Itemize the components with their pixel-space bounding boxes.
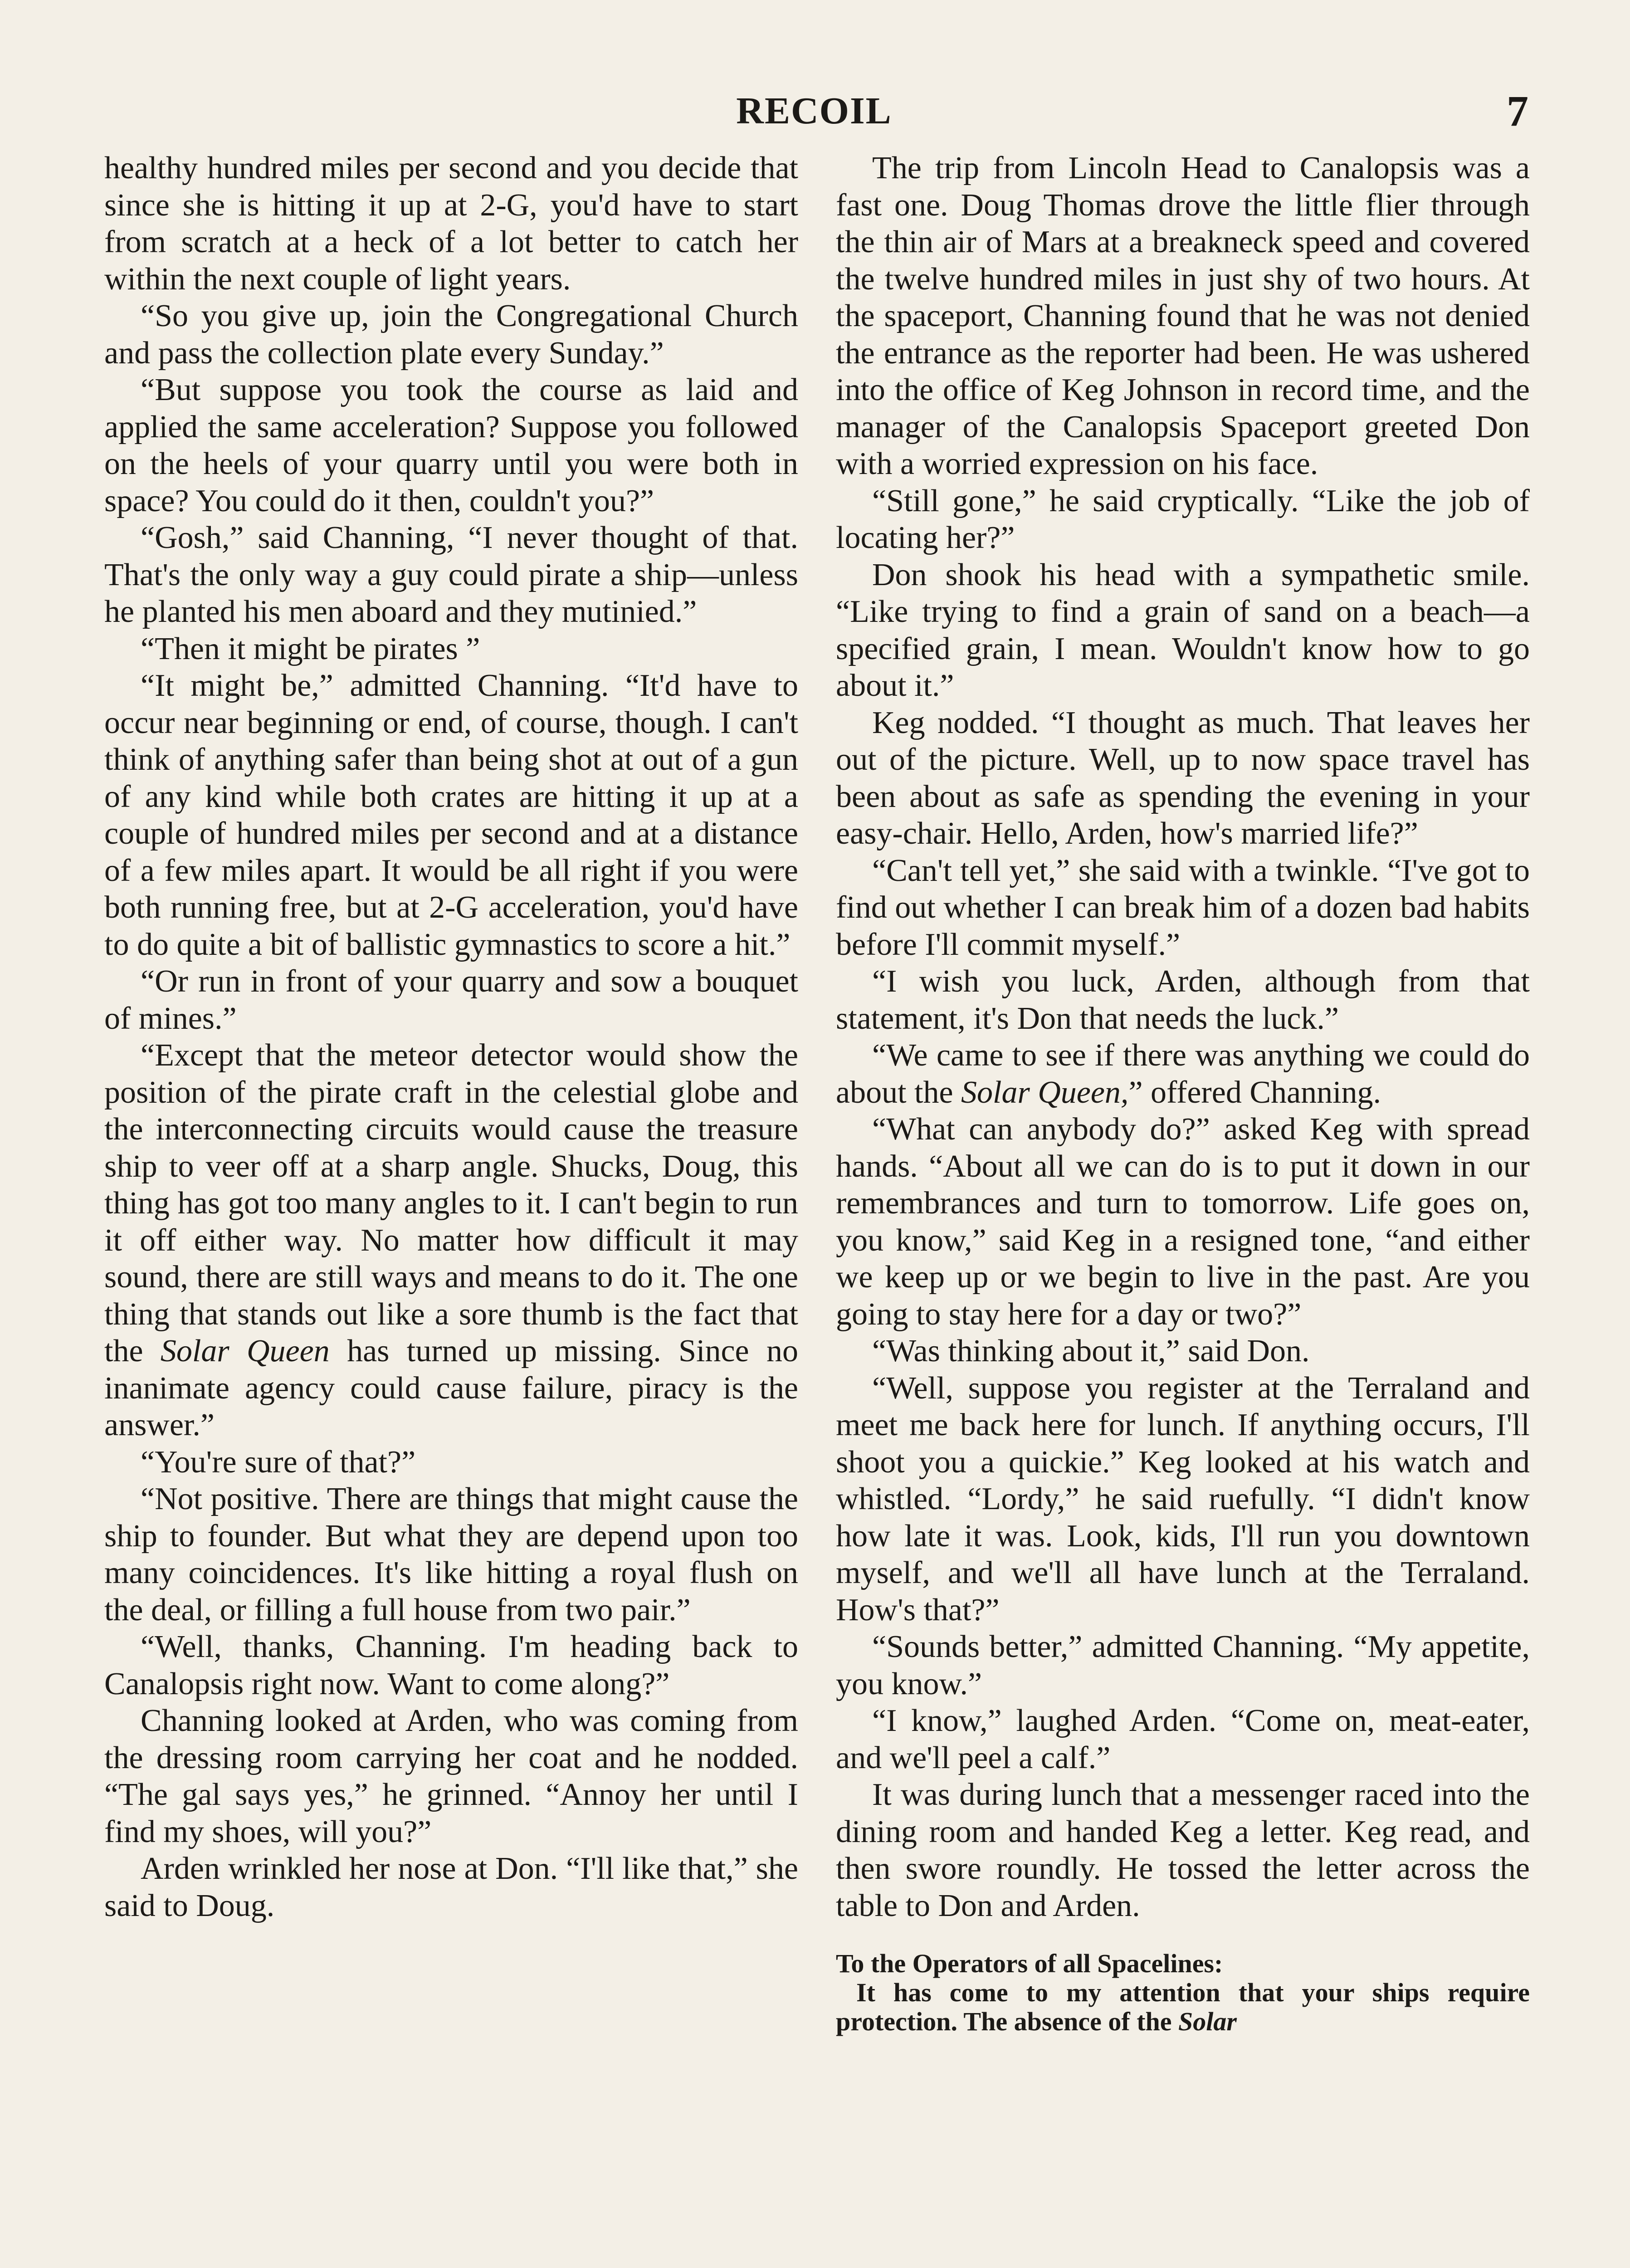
paragraph: “Sounds better,” admitted Channing. “My appetite, you know.” [836,1629,1530,1701]
page-header [100,84,1528,138]
paragraph: It was during lunch that a messenger raced into the dining room and handed Keg a letter. Keg read, and then swore roundly. He tossed the letter across the table to Don and Arden. [836,1777,1530,1923]
paragraph: “What can anybody do?” asked Keg with spread hands. “About all we can do is to put it down in our remembrances and turn to tomorrow. Life goes on, you know,” said Keg in a resigned tone, “and either we keep up or we begin to live in the past. Are you going to stay here for a day or two?” [836,1112,1530,1332]
page-number: 7 [1507,87,1528,135]
paragraph-text: has turned up missing. Since no inanimate agency could cause failure, piracy is the answer.” [104,1334,798,1442]
paragraph: “Not positive. There are things that might cause the ship to founder. But what they are depend upon too many coincidences. It's like hitting a royal flush on the deal, or filling a full house from two pair.” [104,1481,798,1628]
paragraph: “I wish you luck, Arden, although from that statement, it's Don that needs the luck.” [836,964,1530,1036]
ship-name: Solar Queen, [961,1075,1129,1110]
paragraph: “Can't tell yet,” she said with a twinkle. “I've got to find out whether I can break him of a dozen bad habits before I'll commit myself.” [836,853,1530,962]
paragraph [836,1037,1530,1111]
paragraph: “So you give up, join the Congregational Church and pass the collection plate every Sunday.” [104,298,798,371]
paragraph-text: “Except that the meteor detector would show the position of the pirate craft in the celestial globe and the interconnecting circuits would cause the treasure ship to veer off at a sharp angle. Shucks, Doug, this thing has got too many angles to it. I can't begin to run it off either way. No matter how difficult it may sound, there are still ways and means to do it. The one thing that stands out like a sore thumb is the fact that the [104,1038,798,1369]
paragraph: “It might be,” admitted Channing. “It'd have to occur near beginning or end, of course, though. I can't think of anything safer than being shot at out of a gun of any kind while both crates are hitting it up at a couple of hundred miles per second and at a distance of a few miles apart. It would be all right if you were both running free, but at 2-G acceleration, you'd have to do quite a bit of ballistic gymnastics to score a hit.” [104,668,798,962]
paragraph-text: “We came to see if there was anything we could do about the [836,1038,1530,1110]
paragraph-text: ” offered Channing. [1128,1075,1381,1110]
paragraph: “Then it might be pirates ” [141,631,480,666]
right-column [836,150,1530,2036]
paragraph: “Well, thanks, Channing. I'm heading back to Canalopsis right now. Want to come along?” [104,1629,798,1701]
letter-salutation: To the Operators of all Spacelines: [836,1949,1223,1978]
paragraph: “Still gone,” he said cryptically. “Like the job of locating her?” [836,483,1530,555]
paragraph: healthy hundred miles per second and you decide that since she is hitting it up at 2-G, you'd have to start from scratch at a heck of a lot better to catch her within the next couple of light years. [104,151,798,297]
letter-text: It has come to my attention that your ships require protection. The absence of the [836,1978,1530,2036]
paragraph: The trip from Lincoln Head to Canalopsis was a fast one. Doug Thomas drove the little flier through the thin air of Mars at a breakneck speed and covered the twelve hundred miles in just shy of two hours. At the spaceport, Channing found that he was not denied the entrance as the reporter had been. He was ushered into the office of Keg Johnson in record time, and the manager of the Canalopsis Spaceport greeted Don with a worried expression on his face. [836,151,1530,481]
left-column [104,150,798,1924]
paragraph: Don shook his head with a sympathetic smile. “Like trying to find a grain of sand on a beach—a specified grain, I mean. Wouldn't know how to go about it.” [836,557,1530,703]
ship-name: Solar [1178,2007,1237,2036]
paragraph: “But suppose you took the course as laid and applied the same acceleration? Suppose you followed on the heels of your quarry until you were both in space? You could do it then, couldn't you?” [104,372,798,518]
paragraph: Keg nodded. “I thought as much. That leaves her out of the picture. Well, up to now space travel has been about as safe as spending the evening in your easy-chair. Hello, Arden, how's married life?” [836,705,1530,851]
letter-body [836,1978,1530,2036]
paragraph: “Gosh,” said Channing, “I never thought of that. That's the only way a guy could pirate a ship—unless he planted his men aboard and they mutinied.” [104,520,798,629]
paragraph [104,1037,798,1444]
paragraph: “Or run in front of your quarry and sow a bouquet of mines.” [104,964,798,1036]
ship-name: Solar Queen [160,1334,330,1369]
paragraph: “You're sure of that?” [141,1444,416,1480]
paragraph: Arden wrinkled her nose at Don. “I'll like that,” she said to Doug. [104,1851,798,1923]
paragraph: “I know,” laughed Arden. “Come on, meat-eater, and we'll peel a calf.” [836,1703,1530,1775]
running-title: RECOIL [736,90,892,132]
letter-excerpt [836,1949,1530,2036]
paragraph: Channing looked at Arden, who was coming from the dressing room carrying her coat and he nodded. “The gal says yes,” he grinned. “Annoy her until I find my shoes, will you?” [104,1703,798,1849]
paragraph: “Was thinking about it,” said Don. [872,1334,1310,1369]
paragraph: “Well, suppose you register at the Terraland and meet me back here for lunch. If anything occurs, I'll shoot you a quickie.” Keg looked at his watch and whistled. “Lordy,” he said ruefully. “I didn't know how late it was. Look, kids, I'll run you downtown myself, and we'll all have lunch at the Terraland. How's that?” [836,1370,1530,1628]
